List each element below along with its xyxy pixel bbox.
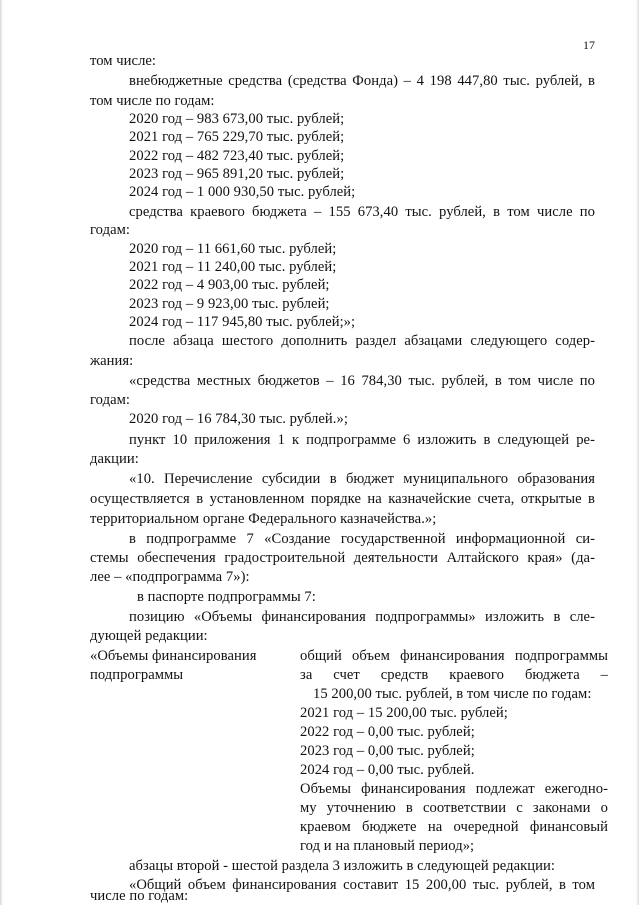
text-line: в подпрограмме 7 «Создание государственной информационной си- [129,531,595,547]
text-line: годам: [90,392,130,408]
text-line: лее – «подпрограмма 7»): [90,569,250,585]
table-right-line: за счет средств краевого бюджета – [300,667,608,683]
text-line: 2023 год – 965 891,20 тыс. рублей; [129,166,345,182]
scan-edge-left [0,0,3,905]
text-line: дакции: [90,451,139,467]
table-right-line: краевом бюджете на очередной финансовый [300,819,608,835]
table-right-line: 2023 год – 0,00 тыс. рублей; [300,743,475,759]
text-line: 2021 год – 765 229,70 тыс. рублей; [129,129,345,145]
text-line: абзацы второй - шестой раздела 3 изложить в следующей редакции: [129,858,555,874]
text-line: территориальном органе Федерального казначейства.»; [90,511,437,527]
text-line: 2022 год – 4 903,00 тыс. рублей; [129,277,330,293]
text-line: 2024 год – 117 945,80 тыс. рублей;»; [129,314,356,330]
text-line: 2024 год – 1 000 930,50 тыс. рублей; [129,184,356,200]
table-right-line: 2021 год – 15 200,00 тыс. рублей; [300,705,508,721]
text-line: 2022 год – 482 723,40 тыс. рублей; [129,148,345,164]
text-line: том числе по годам: [90,93,215,109]
text-line: «10. Перечисление субсидии в бюджет муниципального образования [129,471,595,487]
text-line: 2020 год – 983 673,00 тыс. рублей; [129,111,345,127]
text-line: после абзаца шестого дополнить раздел абзацами следующего содер- [129,333,595,349]
table-right-line: Объемы финансирования подлежат ежегодно- [300,781,608,797]
text-line: жания: [90,353,134,369]
text-line: в паспорте подпрограммы 7: [137,589,316,605]
text-line: стемы обеспечения градостроительной деятельности Алтайского края» (да- [90,550,595,566]
text-line: 2023 год – 9 923,00 тыс. рублей; [129,296,330,312]
table-right-line: му уточнению в соответствии с законами о [300,800,608,816]
text-line: средства краевого бюджета – 155 673,40 тыс. рублей, в том числе по [129,204,595,220]
text-line: осуществляется в установленном порядке на казначейские счета, открытые в [90,491,595,507]
text-line: дующей редакции: [90,628,208,644]
text-line: «Общий объем финансирования составит 15 200,00 тыс. рублей, в том [129,877,595,893]
text-line: 2020 год – 11 661,60 тыс. рублей; [129,241,337,257]
text-line: «средства местных бюджетов – 16 784,30 тыс. рублей, в том числе по [129,373,595,389]
text-line: пункт 10 приложения 1 к подпрограмме 6 изложить в следующей ре- [129,432,595,448]
table-right-line: общий объем финансирования подпрограммы [300,648,608,664]
table-right-line: 15 200,00 тыс. рублей, в том числе по годам: [313,686,592,702]
text-line: позицию «Объемы финансирования подпрограммы» изложить в сле- [129,609,595,625]
page-number: 17 [583,38,595,52]
text-line: годам: [90,222,130,238]
table-left-label: «Объемы финансирования [90,648,257,664]
text-line: числе по годам: [90,888,189,904]
table-right-line: 2022 год – 0,00 тыс. рублей; [300,724,475,740]
table-right-line: 2024 год – 0,00 тыс. рублей. [300,762,475,778]
text-line: 2020 год – 16 784,30 тыс. рублей.»; [129,411,348,427]
table-right-line: год и на плановый период»; [300,838,475,854]
text-line: том числе: [90,53,157,69]
table-left-label: подпрограммы [90,667,184,683]
text-line: внебюджетные средства (средства Фонда) – 4 198 447,80 тыс. рублей, в [129,73,595,89]
text-line: 2021 год – 11 240,00 тыс. рублей; [129,259,337,275]
